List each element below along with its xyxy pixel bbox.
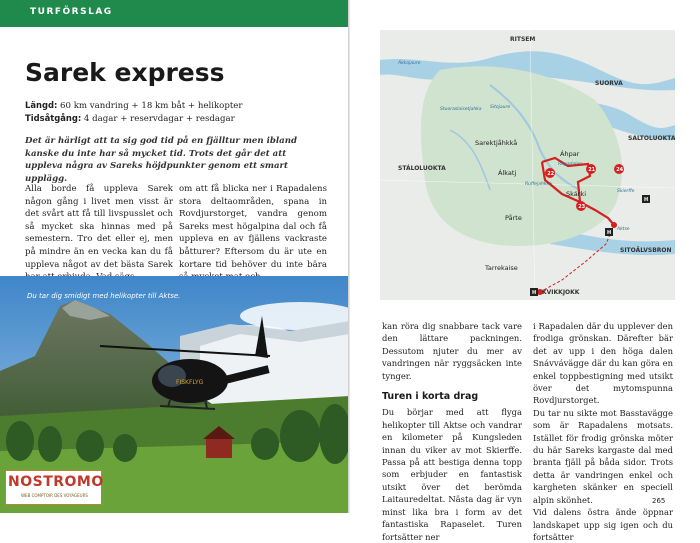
hut-marker-kvikkjokk: H xyxy=(532,290,537,296)
right-col1-top-paragraph: kan röra dig snabbare tack vare den lättare packningen. Dessutom njuter du mer av vandringen när ryggsäcken inte tynger. xyxy=(382,321,522,381)
hut-marker-saltoluokta: H xyxy=(644,197,649,203)
right-column-1 xyxy=(382,320,522,543)
map-label-parte: Pårte xyxy=(505,214,522,222)
meta-duration-label: Tidsåtgång: xyxy=(25,113,82,123)
meta-duration-value: 4 dagar + reservdagar + resdagar xyxy=(83,114,235,124)
map-label-saltoluokta: SALTOLUOKTA xyxy=(628,135,675,142)
map-label-kvikkjokk: KVIKKJOKK xyxy=(542,289,580,296)
page-title: Sarek express xyxy=(25,58,225,87)
route-marker-23: 23 xyxy=(578,203,586,210)
map-label-stuoraslaisetjahka: Stuoraslaisetjahka xyxy=(440,107,482,112)
map-label-akkajaure: Ákkajaure xyxy=(398,61,421,66)
right-col1-body: Du börjar med att flyga helikopter till Aktse och vandrar en kilometer på Kungsleden innan du viker av mot Skierffe. Passa på att bestiga denna topp som erbjuder en fantastisk utsikt över det berömda Laitauredeltat. Nästa dag är vyn minst lika bra i form av det fantastiska Rapaselet. Turen fortsätter ner xyxy=(382,407,522,542)
meta-length-label: Längd: xyxy=(25,100,58,110)
map-label-tarrekaise: Tarrekaise xyxy=(485,264,518,272)
map-label-sitoalvsbron: SITOÄLVSBRON xyxy=(620,247,672,254)
helicopter-marking: FISKFLYG xyxy=(176,379,204,386)
left-page xyxy=(0,0,350,513)
logo-tagline: WEB COMPTOIR DES VOYAGEURS xyxy=(21,493,88,498)
section-header-bar xyxy=(0,0,350,27)
map-label-rapadalen: Rapadalen xyxy=(558,162,582,167)
route-map xyxy=(380,30,675,300)
nostromo-logo xyxy=(5,470,102,505)
section-heading: Turen i korta drag xyxy=(382,391,479,403)
map-label-sarektjahkka: Sarektjåhkkå xyxy=(475,139,518,147)
meta-duration xyxy=(25,112,235,126)
photo-caption: Du tar dig smidigt med helikopter till Aktse. xyxy=(27,292,181,300)
page-number: 265 xyxy=(652,497,666,505)
map-label-skierffe: Skierffe xyxy=(617,189,635,194)
map-label-ruffejahkka: Ruffejahkka xyxy=(525,182,552,187)
route-marker-21: 21 xyxy=(588,166,596,173)
map-label-skarki: Skárki xyxy=(566,190,587,198)
map-illustration xyxy=(380,30,675,300)
meta-length xyxy=(25,99,243,113)
map-label-sitojaure: Sitojaure xyxy=(490,105,511,110)
section-tag: TURFÖRSLAG xyxy=(30,7,113,17)
map-label-staloluokta: STÁLOLUOKTA xyxy=(398,165,446,172)
route-marker-22: 22 xyxy=(547,170,555,177)
logo-name: NOSTROMO xyxy=(8,474,104,490)
map-label-aktse: Aktse xyxy=(617,227,630,232)
right-column-2: i Rapadalen där du upplever den frodiga grönskan. Därefter bär det av upp i den höga dalen Snávvávägge där du kan göra en enkel toppbestigning med utsikt över det mytomspunna Rovdjurstorget. Du tar nu sikte mot Basstavägge som är Rapadalens motsats. Istället för frodig grönska möter du här Sareks kargaste dal med branta fjäll på båda sidor. Trots detta är vandringen enkel och kargheten skänker en speciell alpin skönhet. Vid dalens östra ände öppnar landskapet upp sig igen och du fortsätter xyxy=(533,321,673,542)
body-column-2: om att få blicka ner i Rapadalens stora deltaområden, spana in Rovdjurstorget, vandra genom Sareks mest högalpina dal och få uppleva en av fjällens vackraste båtturer? Eftersom du är ute en kortare tid behöver du inte bära xyxy=(179,184,327,270)
map-label-alkatj: Álkatj xyxy=(498,169,517,177)
body-column-1: Alla borde få uppleva Sarek någon gång i livet men visst är det svårt att få till livspusslet och så mycket ska hinnas med på semestern. Tro det eller ej, men på mindre än en vecka kan du få uppleva något av det bästa Sarek xyxy=(25,184,173,270)
intro-paragraph: Det är härligt att ta sig god tid på en fjälltur men ibland kanske du inte har så mycket tid. Trots det går det att uppleva några av Sareks höjdpunkter genom ett smart upplägg. xyxy=(25,136,298,184)
route-marker-24: 24 xyxy=(616,166,624,173)
hut-marker-aktse: H xyxy=(607,230,612,236)
map-label-ahpar: Áhpar xyxy=(560,150,580,158)
map-label-ritsem: RITSEM xyxy=(510,36,536,43)
meta-length-value: 60 km vandring + 18 km båt + helikopter xyxy=(60,101,243,111)
map-label-suorva: SUORVA xyxy=(595,80,623,87)
